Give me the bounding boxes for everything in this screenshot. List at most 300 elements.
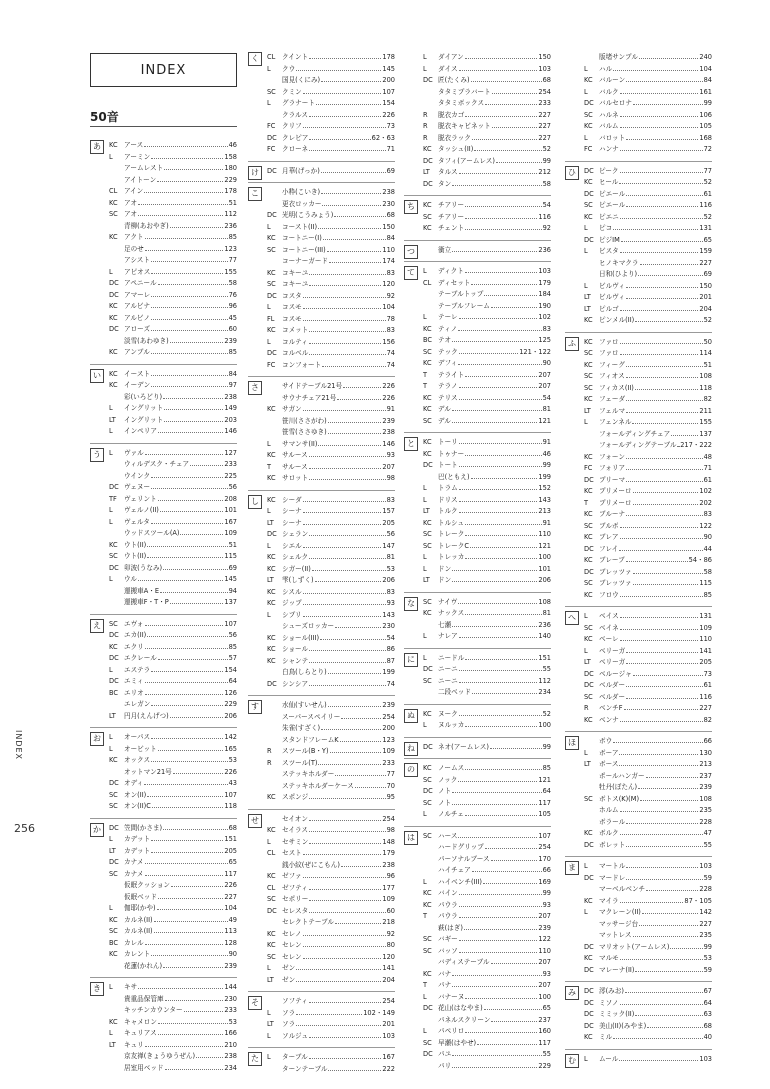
dot-leader [459,889,542,895]
dot-leader [452,970,541,976]
dot-leader [303,507,382,513]
dot-leader [335,770,385,776]
product-name: ハードグリップ [438,843,484,851]
page-ref: 82 [703,715,712,724]
product-name: エステラ [124,665,151,674]
dot-leader [620,213,703,219]
series-code: DC [109,325,119,333]
index-entry [404,798,551,810]
series-code: FC [584,145,593,153]
product-name: コメット [282,326,309,334]
page-ref: 100 [538,992,551,1001]
page-ref: 91 [386,405,395,413]
kana-group [90,364,237,438]
series-code: SC [423,416,432,425]
page-ref: 62・63 [371,133,395,142]
dot-leader [144,141,227,147]
product-name: 早瀬(はやせ) [438,1038,477,1047]
dot-leader [465,371,537,377]
page-ref: 254 [382,814,395,823]
index-entry [404,653,551,665]
dot-leader [343,382,381,388]
page-ref: 235 [699,806,712,814]
product-name: ヴェリント [124,494,157,503]
product-name: 彩(いろどり) [124,392,163,401]
page-ref: 98 [386,826,395,834]
series-code: SC [423,1038,432,1047]
product-name: ナックス [438,609,465,617]
index-entry [248,769,395,781]
page-ref: 121 [538,541,551,550]
dot-leader [303,405,386,411]
page-ref: 114 [699,349,712,357]
product-name: アース [124,141,144,149]
index-entry [565,884,712,896]
page-ref: 115 [224,552,237,560]
series-code: L [109,404,113,412]
page-ref: 98 [386,474,395,482]
index-entry [90,152,237,164]
page-ref: 53 [386,564,395,573]
product-name: ベルージャ [599,669,632,678]
dot-leader [626,556,688,562]
index-entry [404,121,551,133]
page-ref: 51 [228,540,237,549]
product-name: カルネ(II) [124,915,153,924]
index-entry [565,189,712,201]
series-code: CL [423,278,432,287]
product-name: ジップ [282,599,302,607]
index-entry [248,87,395,99]
index-entry [404,167,551,179]
product-name: サウナチェア21号 [282,393,337,402]
index-entry [90,688,237,700]
series-code: L [109,835,113,843]
product-name: オディ [124,779,144,787]
product-name: ニードル [438,653,465,662]
product-name: ノック [438,775,458,784]
page-ref: 81 [542,609,551,617]
product-name: テーレ [438,313,458,321]
page-ref: 236 [538,620,551,629]
product-name: 朱雀(すざく) [282,724,321,732]
page-ref: 81 [542,405,551,413]
page-ref: 155 [224,267,237,276]
dot-leader [624,704,699,710]
dot-leader [309,463,382,469]
kana-label: せ [248,814,262,828]
kana-group [248,809,395,987]
dot-leader [464,924,537,930]
dot-leader [626,464,703,470]
product-name: トレッカ [438,553,465,561]
index-entry [90,778,237,790]
product-name: スツール(B・Y) [282,747,329,755]
page-ref: 58 [228,279,237,287]
dot-leader [640,259,699,265]
index-entry [565,371,712,383]
product-name: フェルマ [599,406,626,415]
dot-leader [465,450,541,456]
series-code: KC [267,474,276,482]
page-ref: 65 [228,858,237,866]
dot-leader [459,484,538,490]
product-name: テライト [438,370,465,379]
index-entry [90,994,237,1006]
product-name: カレル [124,938,144,947]
kana-label: て [404,266,418,280]
series-code: TF [109,494,117,503]
product-name: サルース [282,451,308,459]
dot-leader [471,279,537,285]
product-name: ウト(II) [124,540,147,549]
page-ref: 226 [382,382,395,390]
dot-leader [145,870,224,876]
dot-leader [309,838,381,844]
series-code: L [109,983,113,991]
product-name: ソラ [282,1008,296,1017]
index-entry [565,953,712,965]
index-entry [248,587,395,599]
page-ref: 190 [538,301,551,310]
index-entry [90,619,237,631]
page-ref: 52 [703,178,712,186]
dot-leader [337,394,381,400]
product-name: ボーア [599,748,619,757]
dot-leader [328,428,382,434]
series-code: FL [267,314,275,323]
index-entry [90,597,237,609]
product-name: パペリロ [438,1027,465,1035]
series-code: KC [584,590,593,599]
dot-leader [151,291,227,297]
page-ref: 170 [538,854,551,863]
series-code: KC [584,715,593,724]
page-ref: 59 [703,873,712,882]
product-name: ピルゴ [599,304,619,313]
index-entry [90,744,237,756]
series-code: DC [423,1004,433,1012]
dot-leader [151,756,227,762]
page-ref: 72 [703,145,712,153]
dot-leader [296,1020,381,1026]
dot-leader [465,764,541,770]
series-code: L [423,267,427,275]
page-ref: 237 [699,771,712,780]
index-title-box [90,53,237,87]
index-entry [90,1028,237,1040]
series-code: KC [109,915,118,924]
index-entry [248,700,395,712]
page-ref: 234 [224,1063,237,1072]
dot-leader [458,776,537,782]
page-ref: 254 [538,87,551,96]
series-code: LT [584,293,591,301]
page-ref: 91 [542,518,551,527]
series-code: DC [109,290,119,299]
series-code: SC [267,952,276,961]
page-ref: 226 [382,393,395,402]
index-entry [565,383,712,395]
page-ref: 100 [538,721,551,729]
dot-leader [491,1016,537,1022]
page-ref: 113 [224,927,237,935]
page-ref: 179 [382,849,395,857]
page-ref: 59 [703,965,712,974]
page-ref: 58 [542,179,551,188]
product-name: ナレア [438,632,458,640]
series-code: L [584,748,588,757]
page-ref: 100 [538,553,551,561]
index-entry [248,837,395,849]
series-code: SC [109,927,118,935]
kana-group [90,818,237,973]
series-code: DC [109,631,119,639]
dot-leader [626,874,702,880]
dot-leader [626,76,702,82]
index-entry [248,758,395,770]
index-entry [565,965,712,977]
series-code: DC [109,779,119,787]
dot-leader [459,947,538,953]
index-entry [565,919,712,931]
page-ref: 123 [224,244,237,253]
page-ref: 177 [382,883,395,892]
dot-leader [303,292,386,298]
series-code: KC [109,302,118,310]
dot-leader [619,178,702,184]
dot-leader [465,201,541,207]
product-name: フォリア [599,464,626,472]
index-entry [90,347,237,359]
page-ref: 145 [382,64,395,73]
series-code: DC [584,475,594,484]
dot-leader [164,416,223,422]
index-entry [404,1026,551,1038]
series-code: DC [267,166,277,175]
page-ref: 167 [382,1053,395,1061]
page-ref: 83 [386,326,395,334]
page-ref: 254 [382,997,395,1005]
index-entry [90,459,237,471]
product-name: オットマン21号 [124,767,172,776]
index-entry [565,486,712,498]
product-name: 光明(こうみょう) [282,211,334,219]
series-code: FC [584,464,593,472]
product-name: マッサージ台 [599,919,639,928]
page-ref: 105 [538,810,551,818]
product-name: キッチンカウンター [124,1006,183,1014]
page-ref: 103 [382,1031,395,1040]
dot-leader [635,316,702,322]
product-name: バナ [438,969,452,978]
dot-leader [329,257,381,263]
page-ref: 74 [386,679,395,688]
product-name: パウラ [438,900,458,909]
index-entry [248,871,395,883]
index-entry [248,1052,395,1064]
page-ref: 184 [538,290,551,298]
page-ref: 106 [699,110,712,119]
page-ref: 227 [224,892,237,901]
dot-leader [151,483,227,489]
product-name: トラム [438,484,458,492]
product-name: アイトーン [124,175,157,184]
product-name: フロウ [599,590,619,599]
product-name: ウインク [124,471,151,480]
product-name: ソラ [282,1020,296,1028]
product-name: フェンネル [599,418,632,426]
page-ref: 83 [703,510,712,518]
page-ref: 112 [224,210,237,218]
page-ref: 93 [542,900,551,909]
product-name: ピジIM [599,235,620,244]
product-name: ゼン [282,975,296,984]
product-name: オックス [124,756,151,764]
dot-leader [459,382,538,388]
kana-group [248,695,395,804]
dot-leader [312,565,386,571]
page-ref: 213 [538,507,551,515]
index-entry [404,720,551,732]
series-code: KC [267,941,276,949]
dot-leader [452,576,537,582]
dot-leader [296,65,381,71]
dot-leader [458,832,537,838]
series-code: CL [267,53,276,61]
series-code: LT [109,1040,116,1049]
dot-leader [321,188,381,194]
index-entry [90,630,237,642]
index-entry [565,1009,712,1021]
page-ref: 239 [224,336,237,345]
index-entry [90,755,237,767]
product-name: ソフティ [282,997,308,1005]
dot-leader [303,542,382,548]
product-name: タン [438,179,452,188]
series-code: DC [423,179,433,188]
page-ref: 154 [382,99,395,107]
product-name: ベルダー [599,692,626,701]
index-entry [90,209,237,221]
page-ref: 110 [382,245,395,254]
index-entry [565,544,712,556]
index-entry [90,255,237,267]
page-ref: 57 [228,654,237,662]
index-entry [90,642,237,654]
index-entry [565,907,712,919]
series-code: DC [584,166,594,175]
product-name: バロット [599,133,626,142]
index-entry [90,426,237,438]
series-code: DC [423,76,433,84]
kana-label: つ [404,245,418,259]
index-entry [248,427,395,439]
series-code: KC [423,145,432,153]
product-name: アーミン [124,152,151,161]
dot-leader [452,565,537,571]
product-name: ヴェルタ [124,517,150,526]
series-code: KC [267,405,276,413]
product-name: ショール(III) [282,633,320,642]
product-name: 淡雪(あわゆき) [124,336,169,345]
page-ref: 85 [228,348,237,356]
index-entry [404,1015,551,1027]
section-divider [90,126,237,127]
page-ref: 85 [703,590,712,599]
series-code: DC [109,858,119,866]
index-entry [90,290,237,302]
product-name: ドン [438,576,452,584]
series-code: KC [267,234,276,242]
index-entry [248,404,395,416]
dot-leader [165,1064,224,1070]
series-code: KC [584,122,593,130]
page-ref: 146 [382,439,395,448]
dot-leader [635,966,702,972]
dot-leader [151,950,227,956]
index-entry [565,715,712,727]
page-ref: 47 [703,829,712,837]
index-entry [565,452,712,464]
series-code: DC [584,1010,594,1018]
dot-leader [145,939,224,945]
series-code: SC [109,619,118,628]
series-code: DC [584,235,594,244]
page-ref: 65 [703,235,712,244]
page-ref: 254 [538,843,551,851]
page-ref: 71 [703,464,712,472]
product-name: タルス [438,168,458,176]
index-entry [248,210,395,222]
index-entry [565,281,712,293]
index-entry [565,532,712,544]
page-ref: 204 [382,975,395,984]
dot-leader [321,724,381,730]
series-code: L [109,733,113,741]
index-entry [404,597,551,609]
dot-leader [147,631,227,637]
index-entry [404,266,551,278]
page-ref: 233 [382,758,395,767]
index-entry [90,961,237,973]
dot-leader [151,256,228,262]
dot-leader [158,745,224,751]
page-ref: 61 [703,681,712,689]
index-entry [90,834,237,846]
dot-leader [626,862,698,868]
dot-leader [151,153,223,159]
dot-leader [647,1022,702,1028]
dot-leader [485,843,538,849]
series-code: SC [423,541,432,550]
product-name: ヌーク [438,709,458,718]
series-code: T [423,981,428,989]
product-name: パーソナルブース [438,854,490,863]
dot-leader [190,460,223,466]
series-code: L [109,575,113,583]
page-ref: 143 [382,610,395,619]
page-ref: 137 [699,429,712,438]
product-name: ニーニ [438,665,458,673]
page-ref: 234 [538,688,551,696]
product-name: テラノ [438,382,458,390]
product-name: バギー [438,935,458,943]
product-name: ブレッツァ [599,567,632,576]
series-code: DC [423,1050,433,1058]
product-name: フォーン [599,452,625,461]
dot-leader [303,930,386,936]
